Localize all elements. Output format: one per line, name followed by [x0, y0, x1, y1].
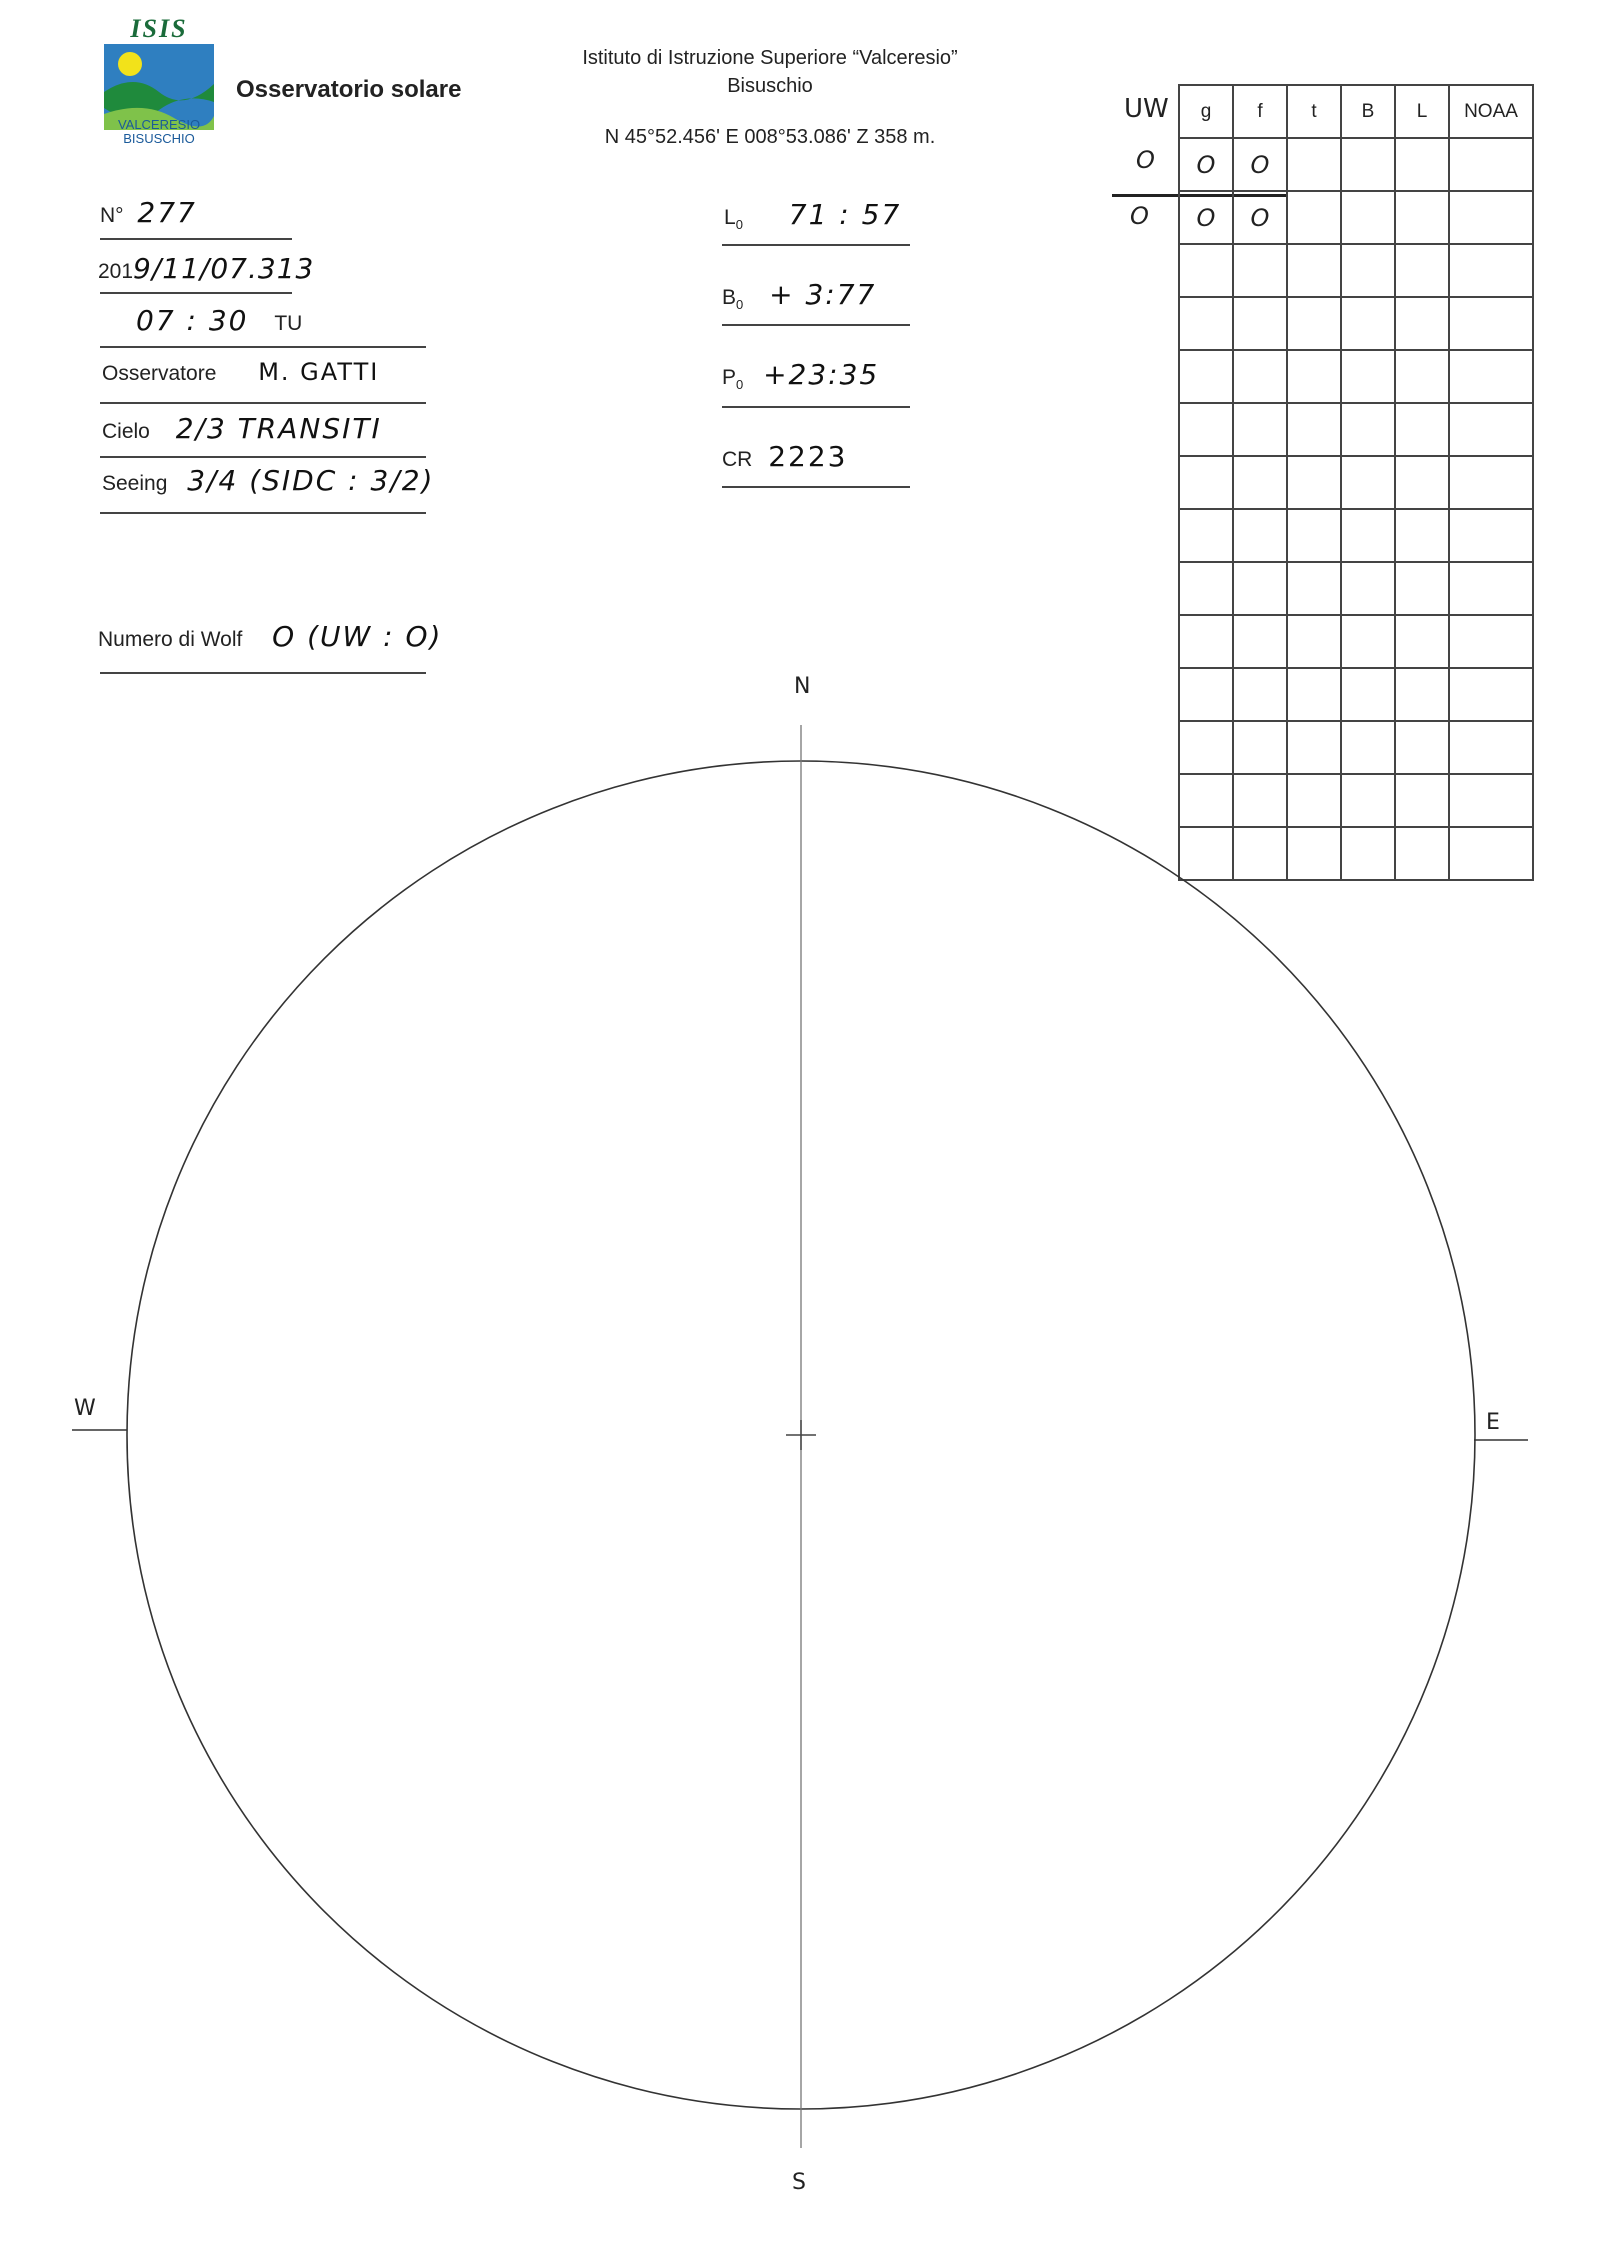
- date-prefix: 201: [98, 260, 134, 283]
- header-f: f: [1233, 85, 1287, 138]
- site-coordinates: N 45°52.456' E 008°53.086' Z 358 m.: [604, 126, 936, 148]
- sky-value: 2/3 TRANSITI: [175, 412, 382, 445]
- time-value: 07 : 30: [136, 304, 249, 337]
- number-value: 277: [137, 196, 197, 229]
- header-g: g: [1179, 85, 1233, 138]
- table-cell: O: [1233, 191, 1287, 244]
- number-label: N°: [100, 204, 124, 227]
- p0-value: +23:35: [763, 358, 880, 391]
- east-label: E: [1486, 1410, 1500, 1435]
- l0-sub: 0: [735, 217, 743, 233]
- p0-label: P: [722, 366, 737, 389]
- cr-value: 2223: [768, 440, 848, 473]
- uw-value-1: O: [1136, 146, 1155, 174]
- institute-line2: Bisuschio: [727, 75, 813, 97]
- observatory-title: Osservatorio solare: [236, 76, 462, 103]
- observer-label: Osservatore: [102, 362, 217, 385]
- logo-brand: ISIS: [130, 14, 188, 43]
- date-value: 9/11/07.313: [133, 252, 315, 285]
- uw-header: UW: [1124, 94, 1169, 124]
- wolf-label: Numero di Wolf: [98, 628, 243, 651]
- l0-label: L: [724, 206, 736, 229]
- b0-sub: 0: [736, 297, 744, 313]
- north-label: N: [794, 674, 811, 699]
- table-cell: O: [1179, 138, 1233, 191]
- b0-label: B: [722, 286, 737, 309]
- header-b: B: [1341, 85, 1395, 138]
- l0-value: 71 : 57: [788, 198, 902, 231]
- institute-line1: Istituto di Istruzione Superiore “Valceresio”: [582, 47, 958, 69]
- logo-caption-line1: VALCERESIO: [117, 117, 201, 132]
- observer-value: M. GATTI: [258, 358, 380, 386]
- cr-label: CR: [722, 448, 753, 471]
- seeing-label: Seeing: [102, 472, 168, 495]
- time-unit: TU: [274, 312, 303, 335]
- west-label: W: [74, 1396, 96, 1421]
- south-label: S: [792, 2170, 806, 2195]
- uw-value-2: O: [1130, 202, 1149, 230]
- header-l: L: [1395, 85, 1449, 138]
- p0-sub: 0: [736, 377, 744, 393]
- wolf-value: O (UW : O): [272, 620, 443, 653]
- header-t: t: [1287, 85, 1341, 138]
- sky-label: Cielo: [102, 420, 150, 443]
- b0-value: + 3:77: [769, 278, 877, 311]
- logo-caption-line2: BISUSCHIO: [123, 131, 195, 146]
- header-noaa: NOAA: [1449, 85, 1533, 138]
- seeing-value: 3/4 (SIDC : 3/2): [187, 464, 435, 497]
- table-cell: O: [1233, 138, 1287, 191]
- table-cell: O: [1179, 191, 1233, 244]
